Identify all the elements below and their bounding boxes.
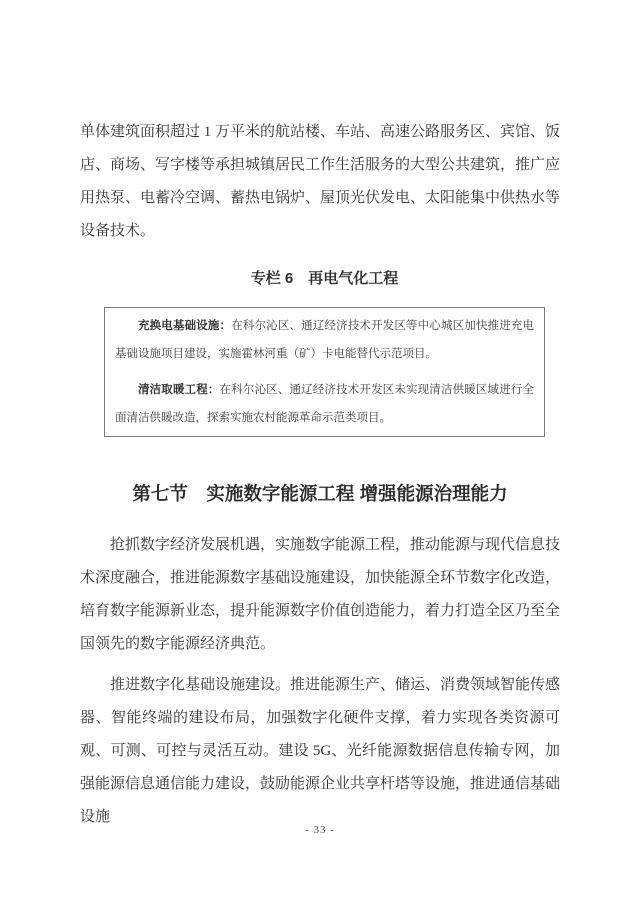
section-heading: 第七节 实施数字能源工程 增强能源治理能力 <box>132 483 508 504</box>
callout-item-text: 在科尔沁区、通辽经济技术开发区未实现清洁供暖区域进行全面清洁供暖改造，探索实施农村能源革命示范类项目。 <box>115 384 534 424</box>
document-page-content <box>80 116 560 834</box>
paragraph-digital-energy-intro: 抢抓数字经济发展机遇，实施数字能源工程，推动能源与现代信息技术深度融合，推进能源数字基础设施建设，加快能源全环节数字化改造，培育数字能源新业态，提升能源数字价值创造能力，着力打造全区乃至全国领先的数字能源经济典范。 <box>80 537 561 652</box>
paragraph-digital-infrastructure: 推进数字化基础设施建设。推进能源生产、储运、消费领域智能传感器、智能终端的建设布局，加强数字化硬件支撑，着力实现各类资源可观、可测、可控与灵活互动。建设 5G、光纤能源数据信息传输专网，加强能源信息通信能力建设，鼓励能源企业共享杆塔等设施，推进通信基础设施 <box>80 677 561 825</box>
callout-item-clean-heating <box>115 376 534 432</box>
paragraph-continued-from-previous-page: 单体建筑面积超过 1 万平米的航站楼、车站、高速公路服务区、宾馆、饭店、商场、写字楼等承担城镇居民工作生活服务的大型公共建筑，推广应用热泵、电蓄冷空调、蓄热电锅炉、屋顶光伏发电、太阳能集中供热水等设备技术。 <box>80 124 561 239</box>
callout-box-title: 专栏 6 再电气化工程 <box>250 270 399 287</box>
callout-item-label: 清洁取暖工程： <box>138 384 220 396</box>
callout-item-label: 充换电基础设施： <box>138 320 232 332</box>
callout-item-charging-infrastructure <box>115 312 534 368</box>
page-number: - 33 - <box>305 824 335 836</box>
callout-box <box>104 307 545 437</box>
callout-item-text: 在科尔沁区、通辽经济技术开发区等中心城区加快推进充电基础设施项目建设，实施霍林河重（矿）卡电能替代示范项目。 <box>115 320 535 360</box>
